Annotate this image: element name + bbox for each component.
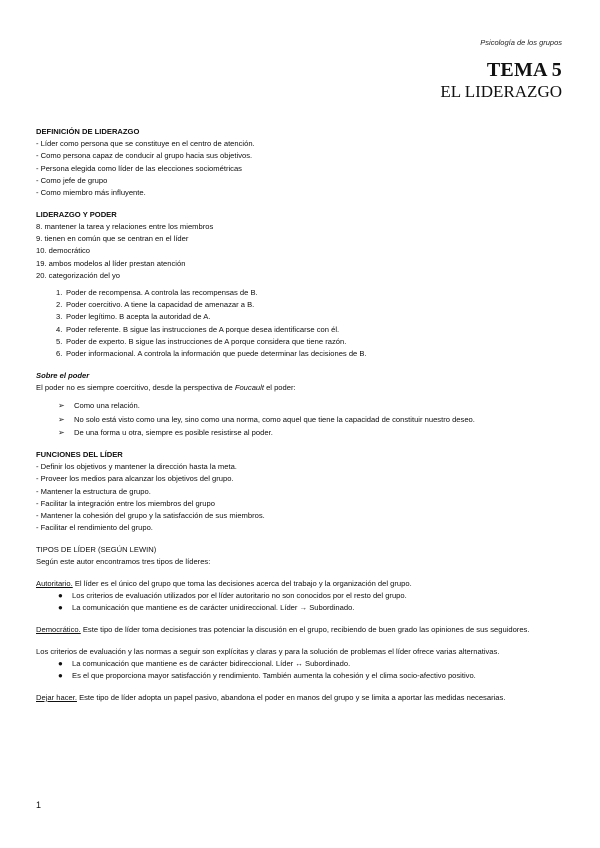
- power-types-list: [36, 287, 564, 360]
- author-name: Foucault: [234, 382, 264, 392]
- dejar-hacer-paragraph: [36, 692, 564, 704]
- item-text: Los criterios de evaluación utilizados por el líder autoritario no son conocidos por el resto del grupo.: [72, 591, 407, 601]
- list-item: - Como miembro más influyente.: [36, 188, 146, 198]
- list-item: 19. ambos modelos al líder prestan atención: [36, 258, 186, 268]
- topic-number: TEMA 5: [486, 59, 562, 81]
- item-text: Poder legítimo. B acepta la autoridad de A.: [66, 312, 211, 322]
- list-item: - Facilitar la integración entre los miembros del grupo: [36, 498, 215, 508]
- list-item: [36, 311, 564, 323]
- list-item: [36, 602, 564, 614]
- list-item: 8. mantener la tarea y relaciones entre los miembros: [36, 221, 214, 231]
- list-item: [36, 287, 564, 299]
- bullet-icon: ●: [58, 658, 63, 668]
- term-text: Este tipo de líder toma decisiones tras potenciar la discusión en el grupo, recibiendo de buen grado las opiniones de sus seguidores.: [80, 625, 530, 634]
- item-number: 2.: [56, 300, 63, 310]
- arrow-bullet-icon: ➢: [58, 414, 65, 424]
- item-text: Como una relación.: [74, 401, 140, 411]
- list-item: [36, 590, 564, 602]
- list-item: 10. democrático: [36, 246, 91, 256]
- item-number: 3.: [56, 312, 63, 322]
- list-item: 9. tienen en común que se centran en el líder: [36, 234, 189, 244]
- tipos-intro: Según este autor encontramos tres tipos de líderes:: [36, 557, 211, 567]
- list-item: [36, 658, 564, 670]
- document-body: [36, 126, 564, 704]
- term-label: Dejar hacer.: [36, 692, 77, 702]
- list-item: - Como persona capaz de conducir al grupo hacia sus objetivos.: [36, 151, 253, 161]
- arrow-bullet-icon: ➢: [58, 428, 65, 438]
- autoritario-bullets: [36, 590, 564, 614]
- list-item: [36, 413, 564, 427]
- funciones-list: [36, 461, 564, 534]
- democratico-paragraph: [36, 624, 564, 636]
- section-title-poder: LIDERAZGO Y PODER: [36, 209, 117, 219]
- item-text: No solo está visto como una ley, sino como una norma, como aquel que tiene la capacidad de constituir nuestro deseo.: [74, 414, 475, 424]
- running-header: Psicología de los grupos: [480, 38, 562, 47]
- item-text: La comunicación que mantiene es de carácter bidireccional. Líder ↔ Subordinado.: [72, 658, 351, 668]
- list-item: [36, 399, 564, 413]
- item-number: 1.: [56, 287, 63, 297]
- list-item: - Facilitar el rendimiento del grupo.: [36, 523, 153, 533]
- item-number: 6.: [56, 348, 63, 358]
- item-number: 4.: [56, 324, 63, 334]
- term-label: Democrático.: [36, 625, 81, 634]
- arrow-bullet-icon: ➢: [58, 401, 65, 411]
- list-item: [36, 299, 564, 311]
- item-text: La comunicación que mantiene es de carácter unidireccional. Líder → Subordinado.: [72, 603, 355, 613]
- item-text: Poder informacional. A controla la información que puede determinar las decisiones de B.: [66, 348, 367, 358]
- list-item: - Persona elegida como líder de las elecciones sociométricas: [36, 163, 242, 173]
- item-text: De una forma u otra, siempre es posible resistirse al poder.: [74, 428, 273, 438]
- list-item: [36, 348, 564, 360]
- item-text: Poder de experto. B sigue las instrucciones de A porque considera que tiene razón.: [66, 336, 347, 346]
- section-title-funciones: FUNCIONES DEL LÍDER: [36, 450, 123, 460]
- page-number: 1: [36, 800, 42, 810]
- autoritario-paragraph: [36, 578, 564, 590]
- poder-notes: [36, 221, 564, 282]
- page-title: EL LIDERAZGO: [440, 82, 562, 101]
- section-title-sobre-poder: Sobre el poder: [36, 370, 90, 380]
- item-number: 5.: [56, 336, 63, 346]
- bullet-icon: ●: [58, 671, 63, 681]
- definicion-list: [36, 138, 564, 199]
- term-text: Este tipo de líder adopta un papel pasivo, abandona el poder en manos del grupo y se limita a aportar las medidas necesarias.: [76, 692, 506, 702]
- list-item: - Mantener la estructura de grupo.: [36, 486, 151, 496]
- section-title-tipos: TIPOS DE LÍDER (SEGÚN LEWIN): [36, 544, 157, 554]
- poder-arrow-list: [36, 399, 564, 440]
- bullet-icon: ●: [58, 603, 63, 613]
- term-text: El líder es el único del grupo que toma las decisiones acerca del trabajo y la organización del grupo.: [72, 578, 412, 588]
- list-item: - Líder como persona que se constituye en el centro de atención.: [36, 139, 255, 149]
- intro-text: el poder:: [263, 382, 296, 392]
- list-item: - Definir los objetivos y mantener la dirección hasta la meta.: [36, 462, 237, 472]
- intro-text: El poder no es siempre coercitivo, desde la perspectiva de: [36, 382, 235, 392]
- list-item: - Como jefe de grupo: [36, 175, 108, 185]
- list-item: - Mantener la cohesión del grupo y la satisfacción de sus miembros.: [36, 511, 265, 521]
- list-item: 20. categorización del yo: [36, 270, 121, 280]
- list-item: [36, 426, 564, 440]
- bullet-icon: ●: [58, 591, 63, 601]
- section-title-definicion: DEFINICIÓN DE LIDERAZGO: [36, 127, 140, 136]
- term-label: Autoritario.: [36, 578, 73, 588]
- item-text: Poder de recompensa. A controla las recompensas de B.: [66, 287, 258, 297]
- list-item: [36, 324, 564, 336]
- item-text: Poder coercitivo. A tiene la capacidad de amenazar a B.: [66, 300, 255, 310]
- list-item: [36, 336, 564, 348]
- democratico-bullets: [36, 658, 564, 682]
- democratico-paragraph-2: Los criterios de evaluación y las normas a seguir son explícitas y claras y para la solución de problemas el líder ofrece varias alternativas.: [36, 646, 500, 656]
- list-item: [36, 670, 564, 682]
- item-text: Es el que proporciona mayor satisfacción y rendimiento. También aumenta la cohesión y el clima socio-afectivo positivo.: [72, 671, 476, 681]
- list-item: - Proveer los medios para alcanzar los objetivos del grupo.: [36, 474, 234, 484]
- item-text: Poder referente. B sigue las instrucciones de A porque desea identificarse con él.: [66, 324, 340, 334]
- sobre-poder-intro: [36, 382, 564, 394]
